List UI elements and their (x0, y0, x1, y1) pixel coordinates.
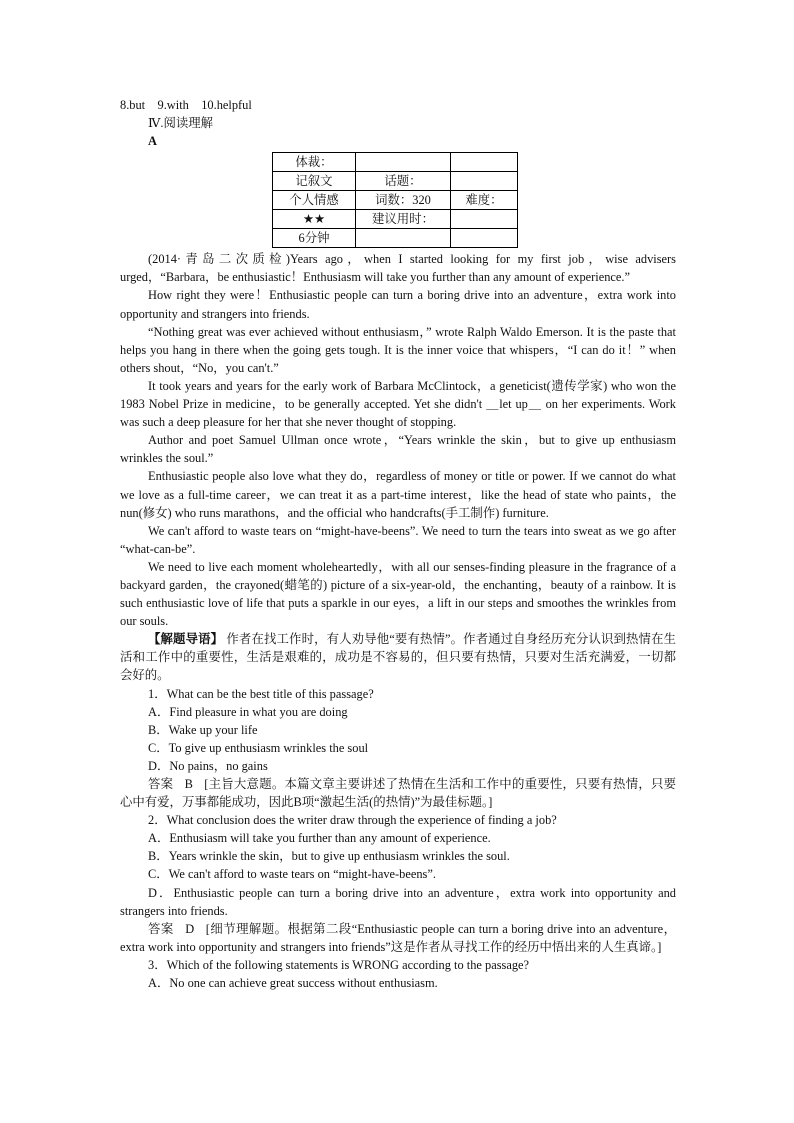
passage-paragraph: (2014·青岛二次质检)Years ago，when I started looking for my first job，wise advisers urged，“Barbara，be enthusiastic！Enthusiasm will take you further than any amount of experience.” (120, 252, 676, 285)
answer-letter: D (185, 921, 195, 936)
question-option: C．To give up enthusiasm wrinkles the soul (148, 740, 369, 755)
passage-paragraph: We can't afford to waste tears on “might-have-beens”. We need to turn the tears into sweat as we go after “what-can-be”. (120, 523, 676, 556)
passage-paragraph: “Nothing great was ever achieved without enthusiasm，” wrote Ralph Waldo Emerson. It is the paste that helps you hang in there when the going gets tough. It is the inner voice that whispers，“I can do it！” when others shout，“No，you can't.” (120, 324, 676, 375)
passage-paragraph: It took years and years for the early work of Barbara McClintock，a geneticist(遗传学家) who won the 1983 Nobel Prize in medicine，to be generally accepted. Yet she didn't ＿let up＿ on her experiments. Work was such a deep pleasure for her that she never thought of stopping. (120, 378, 676, 430)
question-option: C．We can't afford to waste tears on “might-have-beens”. (148, 867, 436, 882)
table-row (273, 153, 518, 172)
table-cell: 体裁： (273, 153, 356, 172)
document-page (120, 96, 676, 992)
table-row (273, 172, 518, 191)
question-option: A．Enthusiasm will take you further than any amount of experience. (148, 831, 491, 846)
table-cell: 词数：320 (356, 191, 451, 210)
passage-paragraph: How right they were！Enthusiastic people can turn a boring drive into an adventure，extra work into opportunity and strangers into friends. (120, 288, 676, 321)
answer-letter: B (184, 777, 193, 791)
table-cell: 6分钟 (273, 229, 356, 248)
table-cell: 难度： (451, 191, 518, 210)
table-cell: 个人情感 (273, 191, 356, 210)
table-cell: 建议用时： (356, 210, 451, 229)
info-table (272, 152, 518, 248)
question-option: A．Find pleasure in what you are doing (148, 704, 348, 719)
question-option: D．No pains，no gains (148, 758, 268, 773)
question-stem: 2．What conclusion does the writer draw through the experience of finding a job? (148, 813, 557, 828)
question-option: D．Enthusiastic people can turn a boring drive into an adventure，extra work into opportunity and strangers into friends. (120, 885, 676, 918)
guide-paragraph (120, 630, 676, 684)
table-cell (451, 210, 518, 229)
guide-label: 【解题导语】 (148, 632, 224, 647)
question-option: B．Years wrinkle the skin，but to give up enthusiasm wrinkles the soul. (148, 849, 510, 864)
passage-paragraph: Author and poet Samuel Ullman once wrote，“Years wrinkle the skin，but to give up enthusiasm wrinkles the soul.” (120, 433, 676, 466)
question-stem: 3．Which of the following statements is WRONG according to the passage? (148, 957, 530, 972)
question-option: B．Wake up your life (148, 722, 258, 737)
answer-explanation (120, 920, 676, 956)
table-cell: 话题： (356, 172, 451, 191)
passage-paragraph: Enthusiastic people also love what they do，regardless of money or title or power. If we cannot do what we love as a full-time career，we can treat it as a part-time interest，like the head of state who paints，the nun(修女) who runs marathons，and the official who handcrafts(手工制作) furniture. (120, 469, 676, 520)
part-label: A (148, 134, 157, 149)
previous-answers: 8.but 9.with 10.helpful (120, 98, 252, 112)
answer-label: 答案 (148, 921, 174, 936)
guide-text: 作者在找工作时，有人劝导他“要有热情”。作者通过自身经历充分认识到热情在生活和工作中的重要性，生活是艰难的，成功是不容易的，但只要有热情，只要对生活充满爱，一切都会好的。 (120, 632, 676, 683)
table-cell (451, 229, 518, 248)
table-cell: ★★ (273, 210, 356, 229)
question-option: A．No one can achieve great success without enthusiasm. (148, 976, 438, 991)
explanation-text: [主旨大意题。本篇文章主要讲述了热情在生活和工作中的重要性，只要有热情，只要心中有爱，万事都能成功，因此B项“激起生活(的热情)”为最佳标题。] (120, 777, 676, 810)
table-cell (451, 153, 518, 172)
question-stem: 1．What can be the best title of this passage? (148, 686, 374, 701)
answer-explanation (120, 775, 676, 811)
table-row (273, 210, 518, 229)
table-cell (356, 153, 451, 172)
table-row (273, 229, 518, 248)
table-cell: 记叙文 (273, 172, 356, 191)
table-row (273, 191, 518, 210)
table-cell (451, 172, 518, 191)
answer-label: 答案 (148, 777, 174, 791)
explanation-text: [细节理解题。根据第二段“Enthusiastic people can turn a boring drive into an adventure，extra work into opportunity and strangers into friends”这是作者从寻找工作的经历中悟出来的人生真谛。] (120, 921, 676, 954)
section-title: Ⅳ.阅读理解 (148, 116, 214, 131)
table-cell (356, 229, 451, 248)
passage-paragraph: We need to live each moment wholeheartedly，with all our senses-finding pleasure in the fragrance of a backyard garden，the crayoned(蜡笔的) picture of a six-year-old，the enchanting，beauty of a rainbow. It is such enthusiastic love of life that puts a sparkle in our eyes，a lift in our steps and smoothes the wrinkles from our souls. (120, 559, 676, 629)
